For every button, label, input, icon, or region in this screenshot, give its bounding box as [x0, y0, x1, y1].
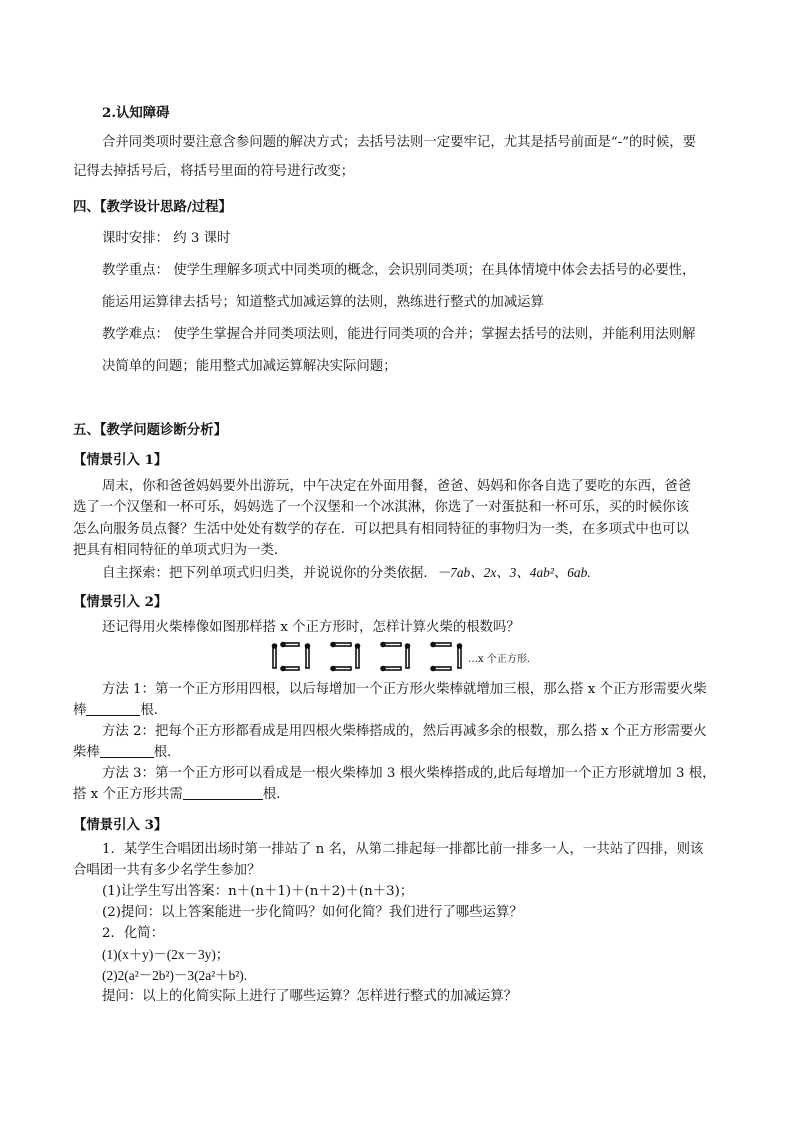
- section-2-title: 2.认知障碍: [102, 105, 170, 121]
- teaching-difficulties: 教学难点： 使学生掌握合并同类项法则，能进行同类项的合并；掌握去括号的法则，并能利用法则解: [102, 327, 696, 342]
- paragraph-line: 决简单的问题；能用整式加减运算解决实际问题；: [102, 359, 397, 374]
- method-1: 方法 1：第一个正方形用四根，以后每增加一个正方形火柴棒就增加三根，那么搭 x 个正方形需要火柴: [102, 682, 707, 697]
- question-prompt: (2)提问：以上答案能进一步化简吗？如何化简？我们进行了哪些运算？: [102, 905, 523, 920]
- match-head: [273, 644, 277, 648]
- section-5-title: 五、【教学问题诊断分析】: [73, 422, 227, 438]
- lesson-hours: 课时安排： 约 3 课时: [102, 231, 231, 246]
- paragraph-line: 把具有相同特征的单项式归为一类．: [73, 543, 288, 558]
- match-head: [431, 643, 435, 647]
- self-exploration: [102, 563, 591, 584]
- paragraph-line: 合并同类项时要注意含参问题的解决方式；去括号法则一定要牢记，尤其是括号前面是“-”的时候，要: [102, 135, 697, 150]
- text: 根．: [140, 703, 168, 718]
- matchstick: [306, 646, 309, 668]
- matchstick: [458, 646, 461, 668]
- answer-blank[interactable]: [183, 785, 263, 800]
- text: 搭 x 个正方形共需: [73, 787, 183, 802]
- match-head: [356, 644, 360, 648]
- match-head: [381, 643, 385, 647]
- text: 根．: [153, 745, 181, 760]
- question-prompt: 提问：以上的化简实际上进行了哪些运算？怎样进行整式的加减运算？: [102, 989, 518, 1004]
- teaching-key-points: 教学重点： 使学生理解多项式中同类项的概念，会识别同类项；在具体情境中体会去括号的必要性，: [102, 263, 696, 278]
- method-1-answer: [73, 701, 167, 721]
- monomial-list: －7ab、2x、3、4ab²、6ab.: [436, 565, 591, 580]
- expression-1: (1)(x＋y)－(2x－3y)；: [102, 947, 230, 962]
- match-head: [406, 644, 410, 648]
- matchstick: [406, 646, 409, 668]
- match-head: [281, 667, 285, 671]
- method-2-answer: [73, 743, 181, 763]
- answer-blank[interactable]: [100, 743, 154, 758]
- paragraph-line: 记得去掉括号后，将括号里面的符号进行改变；: [73, 164, 355, 179]
- text: 棒: [73, 703, 87, 718]
- section-4-title: 四、【教学设计思路/过程】: [73, 199, 232, 215]
- match-head: [281, 643, 285, 647]
- method-2: 方法 2：把每个正方形都看成是用四根火柴棒搭成的，然后再减多余的根数，那么搭 x 个正方形需要火: [102, 724, 707, 739]
- paragraph-line: 能运用运算律去括号；知道整式加减运算的法则，熟练进行整式的加减运算: [102, 295, 544, 310]
- text: 根．: [262, 787, 290, 802]
- matchstick: [356, 646, 359, 668]
- self-exploration-text: 自主探索：把下列单项式归归类，并说说你的分类依据．: [102, 566, 437, 581]
- match-head: [431, 667, 435, 671]
- intro-2-title: 【情景引入 2】: [73, 594, 168, 610]
- paragraph-line: 合唱团一共有多少名学生参加？: [73, 863, 261, 878]
- answer-blank[interactable]: [86, 701, 140, 716]
- paragraph-line: 选了一个汉堡和一杯可乐，妈妈选了一个汉堡和一个冰淇淋，你选了一对蛋挞和一杯可乐，买的时候你该: [73, 500, 689, 515]
- intro-1-title: 【情景引入 1】: [73, 452, 168, 468]
- match-head: [458, 644, 462, 648]
- match-head: [331, 667, 335, 671]
- expression-2: (2)2(a²－2b²)－3(2a²＋b²).: [102, 968, 248, 983]
- matchstick-squares-figure: [270, 640, 470, 674]
- figure-caption: …x 个正方形.: [468, 654, 530, 665]
- question: 还记得用火柴棒像如图那样搭 x 个正方形时，怎样计算火柴的根数吗？: [102, 620, 520, 635]
- answer-expression: (1)让学生写出答案：n＋(n＋1)＋(n＋2)＋(n＋3)；: [102, 884, 414, 899]
- question-1: 1．某学生合唱团出场时第一排站了 n 名，从第二排起每一排都比前一排多一人，一共站了四排，则该: [102, 842, 704, 857]
- match-head: [306, 644, 310, 648]
- match-head: [381, 667, 385, 671]
- method-3: 方法 3：第一个正方形可以看成是一根火柴棒加 3 根火柴棒搭成的,此后每增加一个正方形就增加 3 根，: [102, 766, 716, 781]
- text: 柴棒: [73, 745, 100, 760]
- paragraph-line: 周末，你和爸爸妈妈要外出游玩，中午决定在外面用餐，爸爸、妈妈和你各自选了要吃的东西，爸爸: [102, 479, 692, 494]
- paragraph-line: 怎么向服务员点餐？生活中处处有数学的存在．可以把具有相同特征的事物归为一类，在多项式中也可以: [73, 522, 689, 537]
- matchstick: [273, 646, 276, 668]
- match-head: [331, 643, 335, 647]
- method-3-answer: [73, 785, 290, 805]
- intro-3-title: 【情景引入 3】: [73, 817, 168, 833]
- question-2: 2．化简：: [102, 926, 165, 941]
